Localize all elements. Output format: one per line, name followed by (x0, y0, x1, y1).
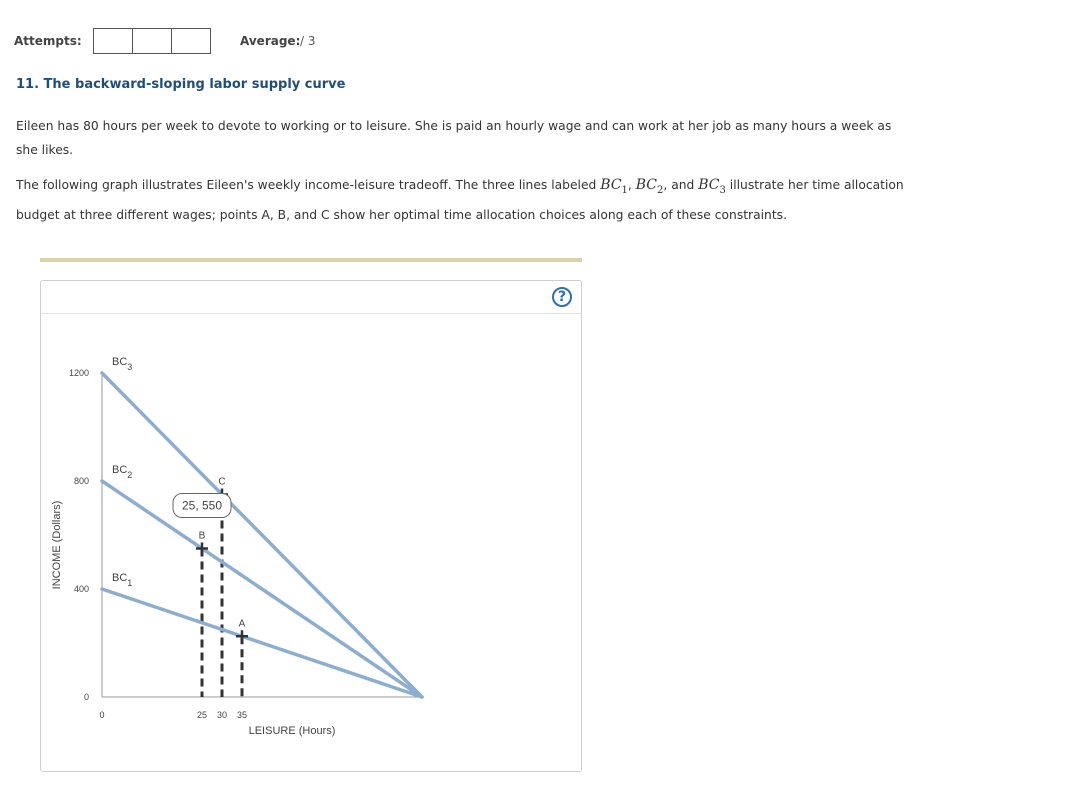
budget-line-bc3 (102, 373, 422, 697)
y-tick-label-2: 800 (73, 476, 89, 486)
point-tooltip-text: 25, 550 (181, 498, 223, 513)
x-tick-label-30: 30 (216, 710, 228, 720)
budget-label-bc2 (112, 464, 132, 480)
graph-panel (40, 280, 582, 772)
budget-label-bc3 (112, 356, 132, 372)
section-divider (40, 258, 582, 262)
attempt-box-1 (93, 28, 133, 54)
attempts-boxes (93, 28, 210, 54)
budget-label-bc2-sub: 2 (127, 470, 133, 480)
budget-line-bc2 (102, 481, 422, 697)
y-tick-label-1: 400 (73, 584, 89, 594)
budget-label-bc1-sub: 1 (127, 578, 133, 588)
average-value: / 3 (300, 34, 316, 48)
budget-line-bc1 (102, 589, 422, 697)
bc1-math-base: BC (600, 177, 622, 193)
bc3-math-sub: 3 (719, 184, 726, 196)
bc1-math (600, 177, 628, 196)
x-tick-label-25: 25 (196, 710, 208, 720)
budget-label-bc1 (112, 572, 132, 588)
question-title: 11. The backward-sloping labor supply curve (16, 77, 346, 92)
paragraph-2-part-a: The following graph illustrates Eileen's weekly income-leisure tradeoff. The three lines labeled (16, 178, 601, 192)
bc3-math (698, 177, 726, 196)
budget-label-bc3-base: BC (112, 356, 128, 368)
help-icon: ? (557, 289, 567, 305)
bc2-math-sub: 2 (657, 184, 664, 196)
x-axis-title: LEISURE (Hours) (248, 725, 336, 737)
budget-label-bc3-sub: 3 (127, 362, 133, 372)
attempts-row (14, 28, 210, 54)
x-tick-label-35: 35 (236, 710, 248, 720)
attempts-label: Attempts: (14, 34, 82, 48)
question-paragraph-1: Eileen has 80 hours per week to devote to working or to leisure. She is paid an hourly wage and can work at her job as many hours a week as she likes. (16, 119, 892, 157)
y-axis-title: INCOME (Dollars) (51, 500, 63, 590)
point-label-b: B (198, 530, 206, 542)
bc3-math-base: BC (698, 177, 720, 193)
labor-supply-graph (41, 281, 581, 771)
y-tick-label-3: 1200 (68, 368, 89, 378)
attempt-box-2 (132, 28, 172, 54)
paragraph-2-sep-2: , and (663, 178, 699, 192)
bc1-math-sub: 1 (621, 184, 628, 196)
x-tick-label-0: 0 (99, 710, 105, 720)
budget-label-bc2-base: BC (112, 464, 128, 476)
paragraph-2-part-b: illustrate her time allocation budget at three different wages; points A, B, and C show her optimal time allocation choices along each of these constraints. (16, 178, 904, 222)
y-tick-label-0: 0 (83, 692, 89, 702)
budget-label-bc1-base: BC (112, 572, 128, 584)
point-label-c: C (218, 476, 226, 488)
point-label-a: A (238, 618, 246, 630)
bc2-math-base: BC (635, 177, 657, 193)
question-paragraph-2 (16, 173, 916, 227)
paragraph-2-sep-1: , (627, 178, 636, 192)
attempt-box-3 (171, 28, 211, 54)
bc2-math (635, 177, 664, 196)
average-label: Average: (240, 34, 301, 48)
